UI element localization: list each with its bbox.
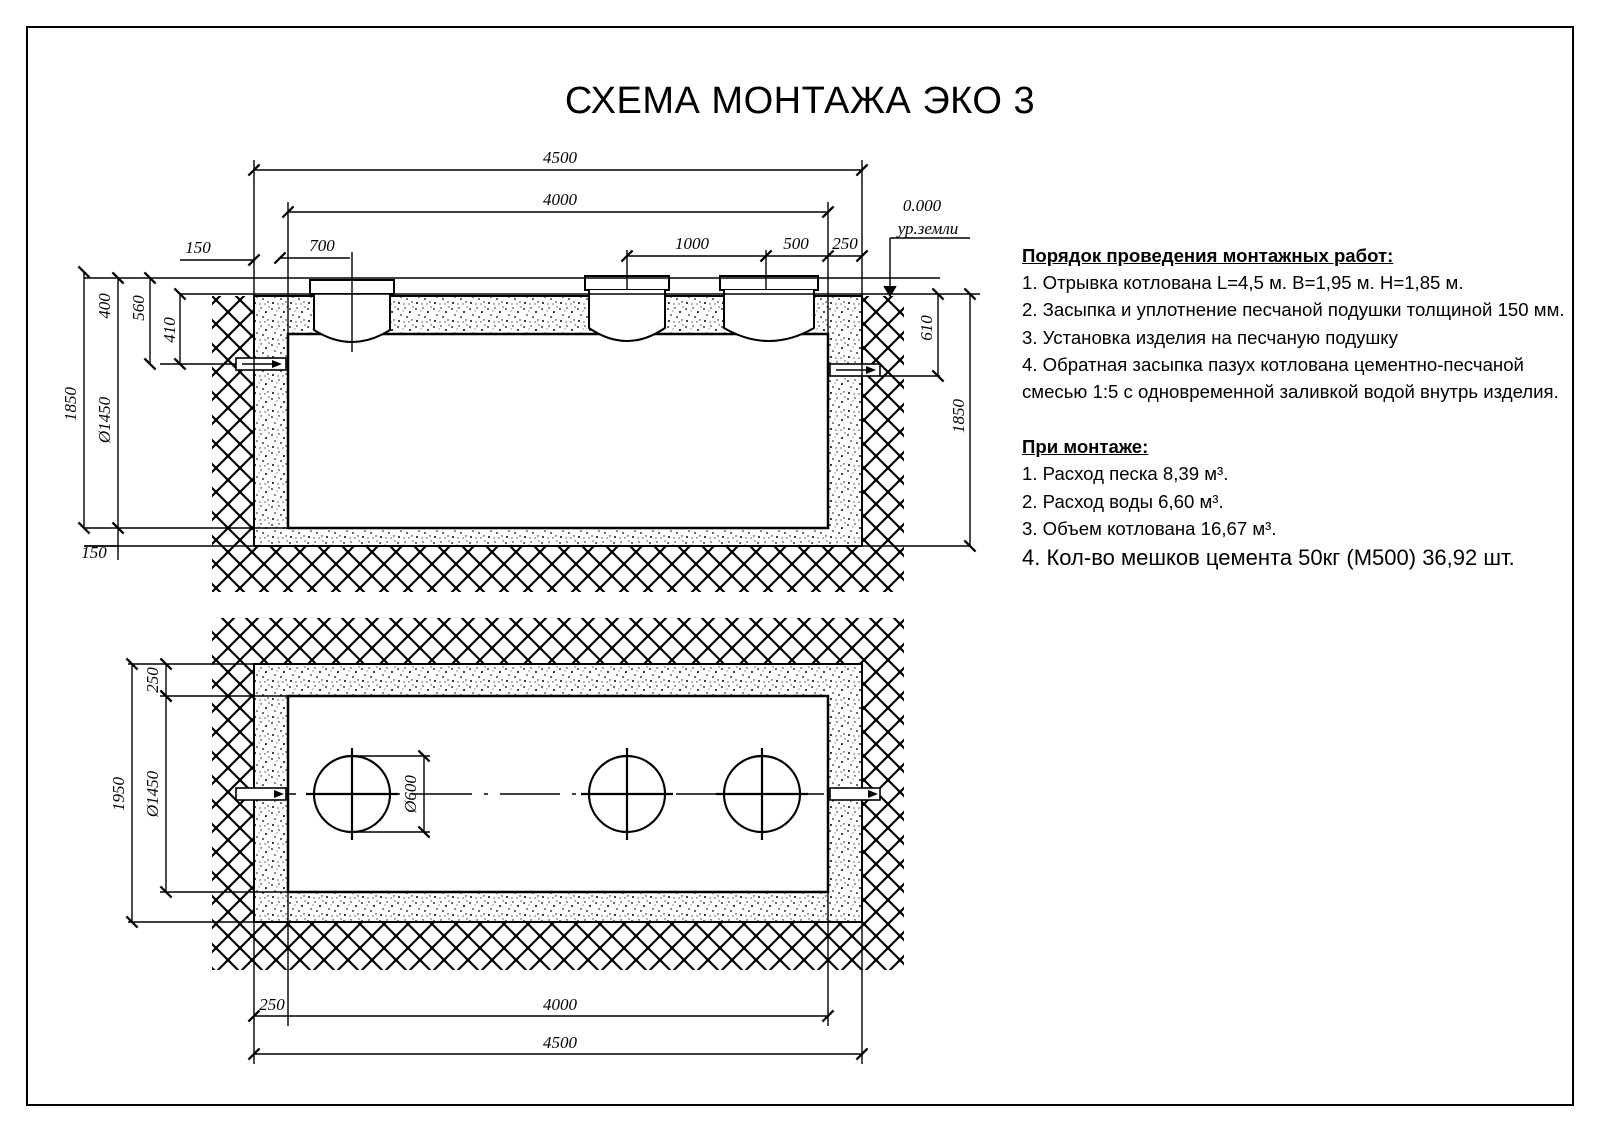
- page-title: СХЕМА МОНТАЖА ЭКО 3: [564, 80, 1036, 122]
- install-item-cement: 4. Кол-во мешков цемента 50кг (М500) 36,92 шт.: [1022, 545, 1515, 571]
- dim-plan-width: 1950: [109, 777, 128, 811]
- dim-section-250: 250: [832, 234, 858, 253]
- dim-section-410: 410: [160, 317, 179, 343]
- soil-bottom: [212, 546, 904, 592]
- dim-plan-overall: 4500: [543, 1033, 577, 1052]
- dim-section-400: 400: [95, 293, 114, 319]
- install-title: При монтаже:: [1022, 436, 1149, 458]
- plan-inlet-pipe: [236, 788, 286, 800]
- hatch-3: [720, 276, 818, 341]
- procedure-step: 4. Обратная засыпка пазух котлована цементно-песчаной смесью 1:5 с одновременной заливкой водой внутрь изделия.: [1022, 353, 1559, 403]
- plan-view: [109, 618, 904, 1064]
- procedure-step: 3. Установка изделия на песчаную подушку: [1022, 326, 1398, 348]
- install-item: 3. Объем котлована 16,67 м³.: [1022, 517, 1277, 539]
- ground-level-label: ур.земли: [897, 219, 959, 238]
- dim-section-610: 610: [917, 315, 936, 341]
- section-view: [61, 148, 980, 592]
- dim-plan-hatch-diameter: Ø600: [401, 775, 420, 813]
- dim-plan-body: 4000: [543, 995, 577, 1014]
- inlet-pipe: [236, 358, 286, 370]
- plan-soil-top: [212, 618, 904, 664]
- plan-soil-bottom: [212, 922, 904, 970]
- tank-body: [288, 334, 828, 528]
- install-item: 1. Расход песка 8,39 м³.: [1022, 463, 1229, 485]
- dim-section-base: 150: [81, 543, 107, 562]
- dim-section-diameter: Ø1450: [95, 396, 114, 444]
- dim-section-1000: 1000: [675, 234, 709, 253]
- dim-section-150: 150: [185, 238, 211, 257]
- dim-section-560: 560: [129, 295, 148, 321]
- dim-section-700: 700: [309, 236, 335, 255]
- procedure-step: 2. Засыпка и уплотнение песчаной подушки толщиной 150 мм.: [1022, 299, 1565, 321]
- dim-plan-250-top: 250: [143, 667, 162, 693]
- dim-section-1850-right: 1850: [949, 399, 968, 433]
- soil-right: [862, 296, 904, 546]
- notes-block: [1022, 242, 1582, 574]
- dim-section-500: 500: [783, 234, 809, 253]
- procedure-title: Порядок проведения монтажных работ:: [1022, 245, 1394, 266]
- procedure-step: 1. Отрывка котлована L=4,5 м. В=1,95 м. Н=1,85 м.: [1022, 272, 1464, 294]
- dim-plan-diameter: Ø1450: [143, 770, 162, 818]
- install-item: 2. Расход воды 6,60 м³.: [1022, 490, 1224, 512]
- dim-section-overall: 4500: [543, 148, 577, 167]
- plan-outlet-pipe: [830, 788, 880, 800]
- dim-plan-250-left: 250: [259, 995, 285, 1014]
- dim-section-1850-left: 1850: [61, 387, 80, 421]
- outlet-pipe: [830, 364, 880, 376]
- ground-level-value: 0.000: [902, 196, 942, 215]
- soil-left: [212, 296, 254, 546]
- dim-section-body: 4000: [543, 190, 577, 209]
